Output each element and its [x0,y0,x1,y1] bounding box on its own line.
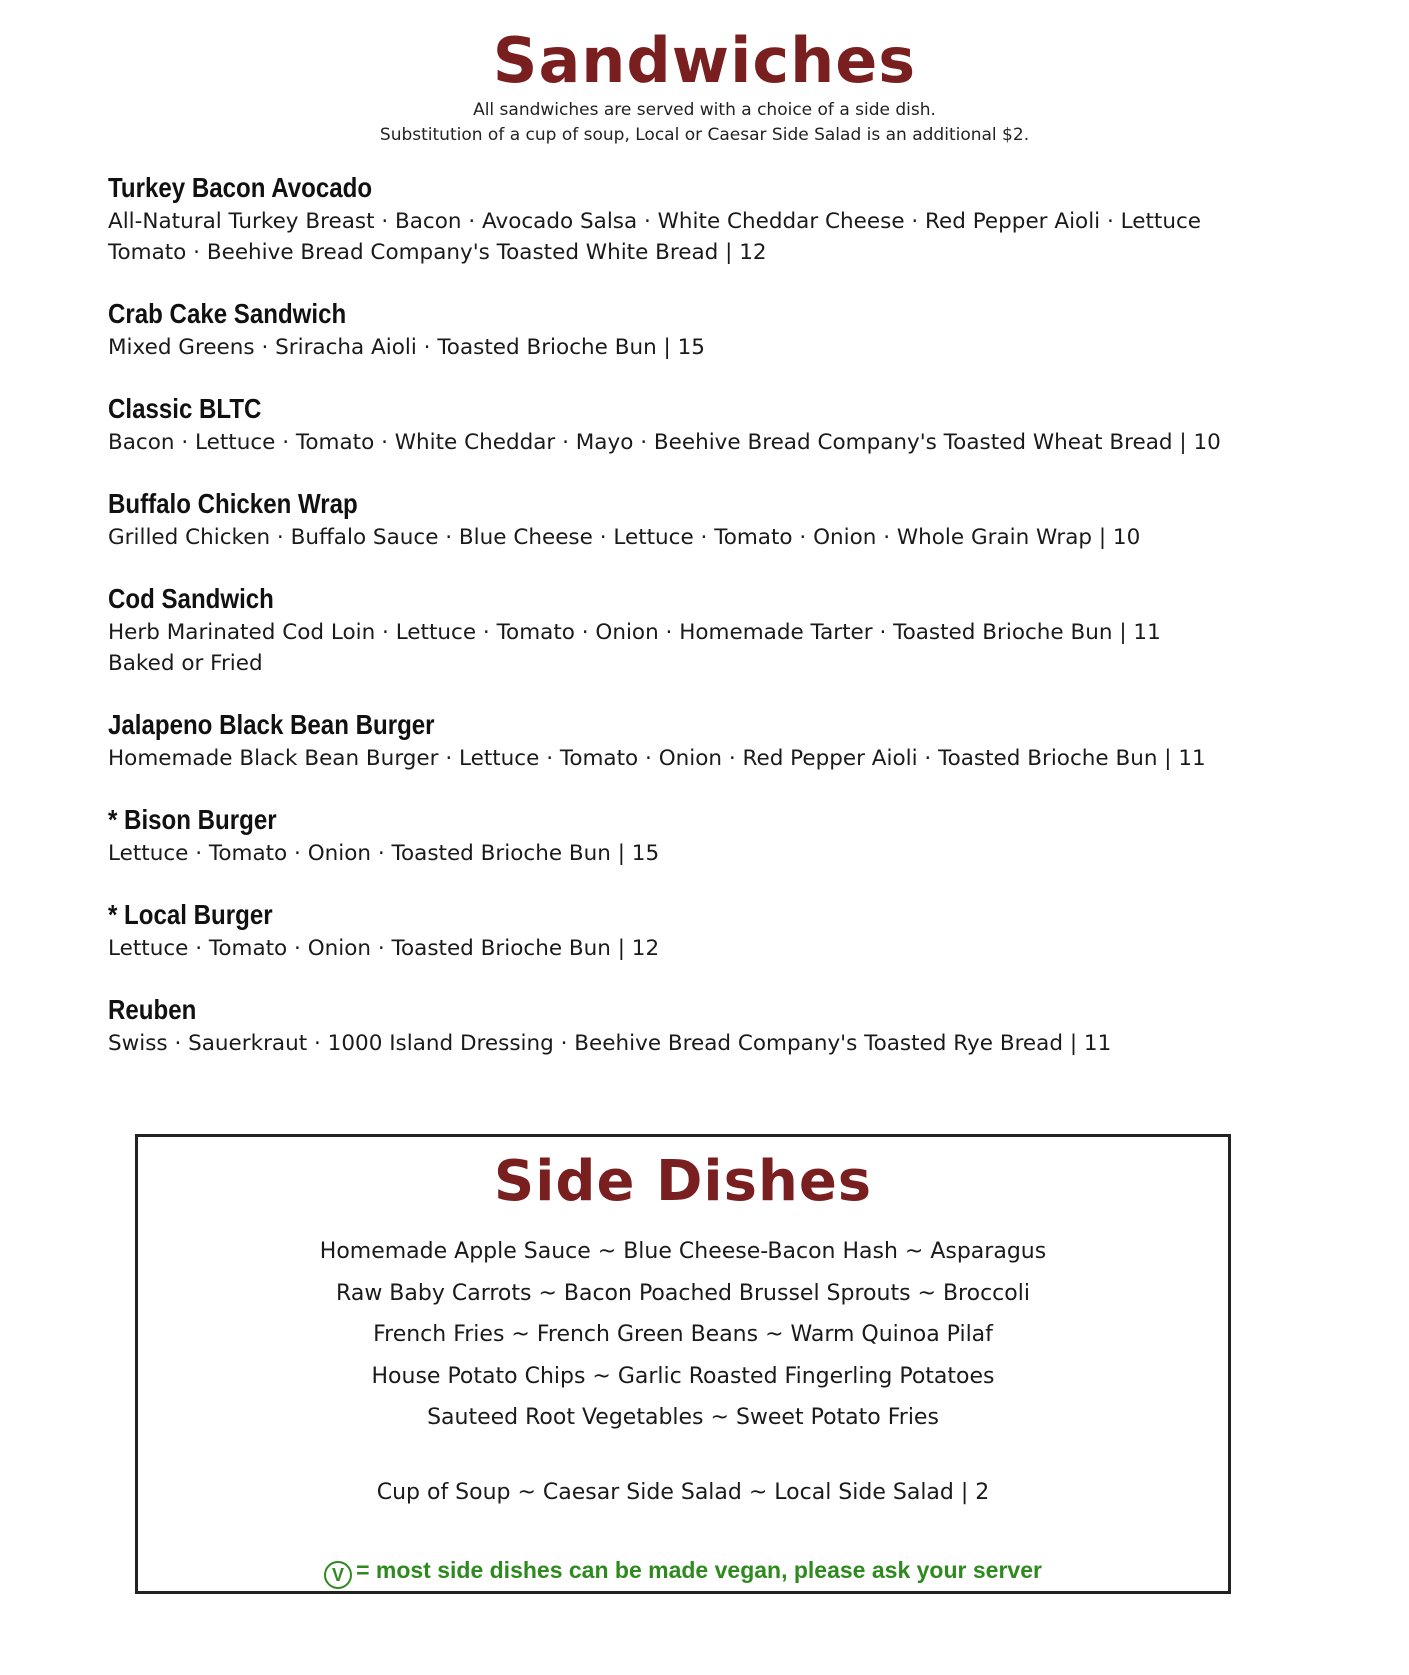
menu-item [108,707,1348,774]
side-dish-line: Sauteed Root Vegetables ~ Sweet Potato Fries [427,1405,939,1430]
menu-item [108,897,1348,964]
item-description: Bacon · Lettuce · Tomato · White Cheddar · Mayo · Beehive Bread Company's Toasted Wheat Bread | 10 [108,430,1221,455]
side-dish-line: Raw Baby Carrots ~ Bacon Poached Brussel Sprouts ~ Broccoli [336,1280,1030,1306]
item-name: Cod Sandwich [108,583,274,614]
side-dishes-list [138,1231,1228,1439]
item-description: Lettuce · Tomato · Onion · Toasted Brioche Bun | 15 [108,841,660,866]
item-description: Tomato · Beehive Bread Company's Toasted White Bread | 12 [108,240,767,265]
menu-item [108,802,1348,869]
item-name: * Local Burger [108,899,273,930]
side-dish-line: House Potato Chips ~ Garlic Roasted Fingerling Potatoes [371,1363,995,1389]
menu-item [108,296,1348,363]
side-dish-line: Homemade Apple Sauce ~ Blue Cheese-Bacon Hash ~ Asparagus [319,1239,1047,1264]
menu-item [108,992,1348,1059]
item-name: Jalapeno Black Bean Burger [108,709,435,740]
side-dishes-title: Side Dishes [493,1149,873,1214]
item-description: Herb Marinated Cod Loin · Lettuce · Tomato · Onion · Homemade Tarter · Toasted Brioche Bun | 11 [108,620,1161,645]
page-title: Sandwiches [492,24,917,97]
item-description: Swiss · Sauerkraut · 1000 Island Dressing · Beehive Bread Company's Toasted Rye Bread | 11 [108,1031,1112,1056]
item-description: Grilled Chicken · Buffalo Sauce · Blue Cheese · Lettuce · Tomato · Onion · Whole Grain Wrap | 10 [108,525,1141,550]
item-name: Reuben [108,994,197,1025]
item-name: Buffalo Chicken Wrap [108,488,358,519]
item-name: Classic BLTC [108,393,262,424]
menu-item [108,391,1348,458]
item-description: All-Natural Turkey Breast · Bacon · Avocado Salsa · White Cheddar Cheese · Red Pepper Aioli · Lettuce [108,209,1202,234]
item-name: Crab Cake Sandwich [108,298,347,329]
vegan-icon: V [324,1561,352,1589]
menu-item [108,486,1348,553]
vegan-note [138,1555,1228,1589]
serving-note: All sandwiches are served with a choice of a side dish. [473,100,936,120]
side-addons: Cup of Soup ~ Caesar Side Salad ~ Local Side Salad | 2 [376,1480,990,1505]
menu-item [108,581,1348,679]
item-description: Mixed Greens · Sriracha Aioli · Toasted Brioche Bun | 15 [108,335,705,360]
item-description: Lettuce · Tomato · Onion · Toasted Brioche Bun | 12 [108,936,660,961]
menu-item [108,170,1348,268]
vegan-note-text: = most side dishes can be made vegan, please ask your server [356,1557,1042,1583]
item-name: * Bison Burger [108,804,277,835]
side-dish-line: French Fries ~ French Green Beans ~ Warm Quinoa Pilaf [373,1322,993,1347]
substitution-note: Substitution of a cup of soup, Local or Caesar Side Salad is an additional $2. [379,125,1030,145]
item-description: Baked or Fried [108,651,263,676]
sandwich-list [108,170,1348,1059]
item-name: Turkey Bacon Avocado [108,172,373,203]
item-description: Homemade Black Bean Burger · Lettuce · Tomato · Onion · Red Pepper Aioli · Toasted Brioche Bun | 11 [108,746,1206,771]
side-dishes-box [135,1134,1231,1594]
